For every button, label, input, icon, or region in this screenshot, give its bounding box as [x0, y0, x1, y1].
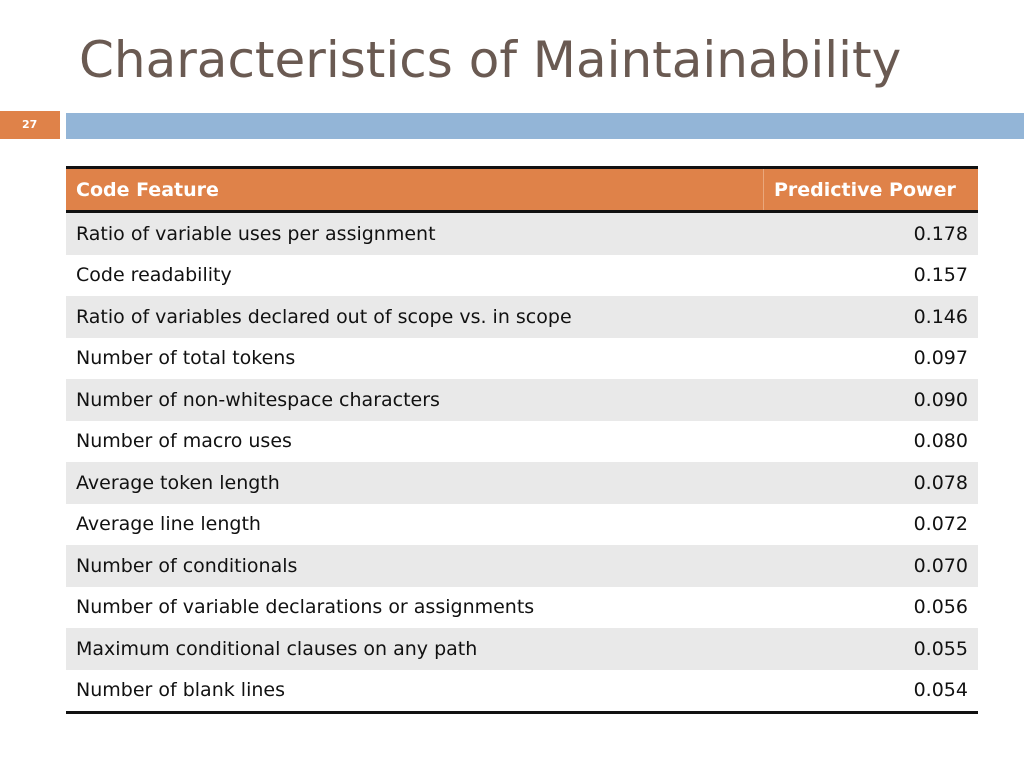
feature-cell: Ratio of variables declared out of scope vs. in scope [66, 296, 764, 338]
feature-cell: Average line length [66, 504, 764, 546]
power-cell: 0.080 [764, 421, 979, 463]
column-header-code-feature: Code Feature [66, 168, 764, 212]
table-row [66, 212, 978, 255]
feature-cell: Number of conditionals [66, 545, 764, 587]
table-row [66, 628, 978, 670]
power-cell: 0.146 [764, 296, 979, 338]
feature-cell: Number of variable declarations or assignments [66, 587, 764, 629]
power-cell: 0.097 [764, 338, 979, 380]
power-cell: 0.070 [764, 545, 979, 587]
slide-number: 27 [0, 111, 60, 139]
feature-table [66, 166, 978, 714]
table-header-row [66, 168, 978, 212]
feature-cell: Ratio of variable uses per assignment [66, 212, 764, 255]
table-row [66, 338, 978, 380]
feature-cell: Number of macro uses [66, 421, 764, 463]
table-row [66, 670, 978, 713]
power-cell: 0.078 [764, 462, 979, 504]
power-cell: 0.072 [764, 504, 979, 546]
table-row [66, 255, 978, 297]
table-row [66, 379, 978, 421]
power-cell: 0.056 [764, 587, 979, 629]
feature-cell: Number of blank lines [66, 670, 764, 713]
power-cell: 0.178 [764, 212, 979, 255]
table-row [66, 462, 978, 504]
title-accent-bar [66, 113, 1024, 139]
table-row [66, 545, 978, 587]
table-row [66, 504, 978, 546]
column-header-predictive-power: Predictive Power [764, 168, 979, 212]
table-row [66, 421, 978, 463]
feature-cell: Average token length [66, 462, 764, 504]
slide-title: Characteristics of Maintainability [79, 31, 902, 89]
power-cell: 0.157 [764, 255, 979, 297]
table-row [66, 587, 978, 629]
feature-cell: Number of total tokens [66, 338, 764, 380]
power-cell: 0.090 [764, 379, 979, 421]
feature-cell: Number of non-whitespace characters [66, 379, 764, 421]
power-cell: 0.054 [764, 670, 979, 713]
feature-cell: Maximum conditional clauses on any path [66, 628, 764, 670]
feature-cell: Code readability [66, 255, 764, 297]
table-row [66, 296, 978, 338]
power-cell: 0.055 [764, 628, 979, 670]
